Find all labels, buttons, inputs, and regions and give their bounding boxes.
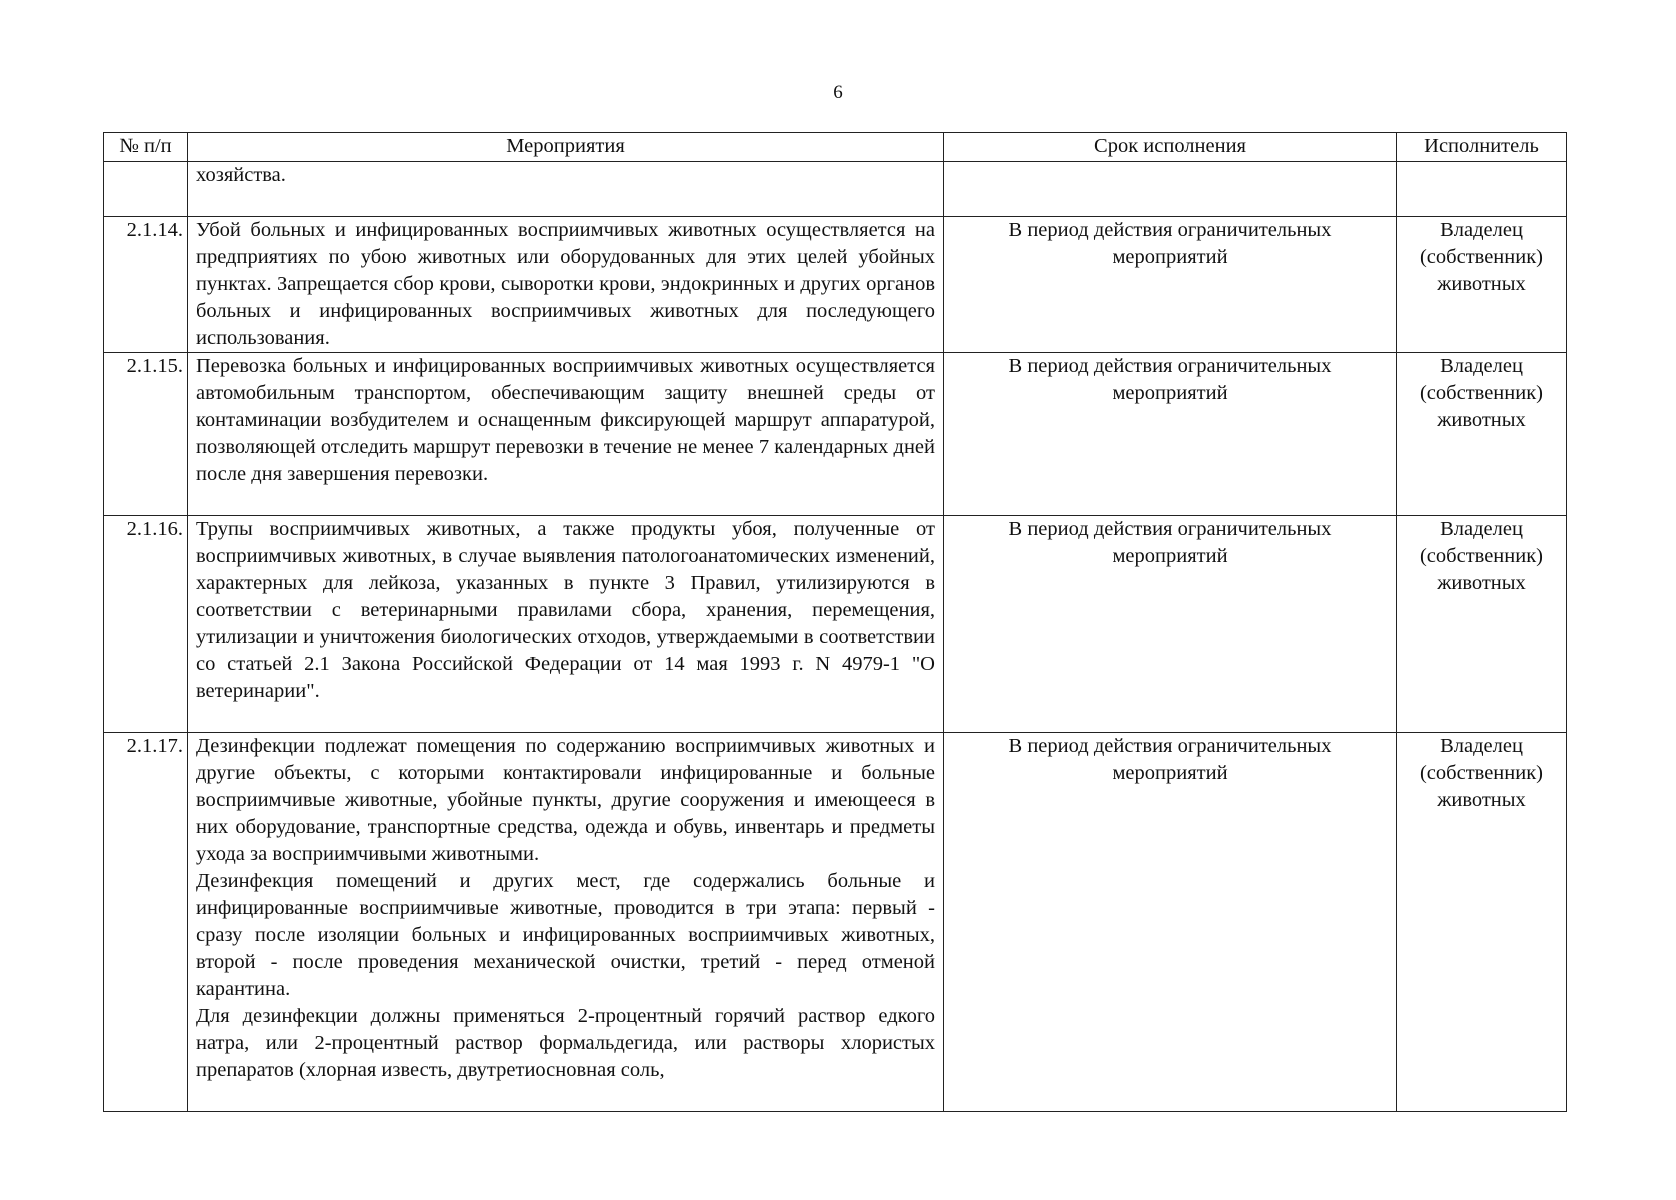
- measure-paragraph: Для дезинфекции должны применяться 2-процентный горячий раствор едкого натра, или 2-процентный раствор формальдегида, или растворы хлористых препаратов (хлорная известь, двутретиосновная соль,: [196, 1005, 935, 1081]
- cell-measure-text: хозяйства.: [188, 162, 944, 217]
- header-measures: Мероприятия: [188, 133, 944, 162]
- measure-paragraph: Дезинфекции подлежат помещения по содержанию восприимчивых животных и другие объекты, с которыми контактировали инфицированные и больные восприимчивые животные, убойные пункты, другие сооружения и имеющееся в них оборудование, транспортные средства, одежда и обувь, инвентарь и предметы ухода за восприимчивыми животными.: [196, 735, 935, 865]
- cell-number: 2.1.15.: [104, 353, 188, 516]
- cell-term: В период действия ограничительных мероприятий: [944, 733, 1397, 1112]
- table-row: [104, 516, 1567, 733]
- header-executor: Исполнитель: [1397, 133, 1567, 162]
- cell-executor: Владелец (собственник) животных: [1397, 217, 1567, 353]
- table-row: [104, 353, 1567, 516]
- cell-term: В период действия ограничительных мероприятий: [944, 217, 1397, 353]
- measure-paragraph: Убой больных и инфицированных восприимчивых животных осуществляется на предприятиях по убою животных или оборудованных для этих целей убойных пунктах. Запрещается сбор крови, сыворотки крови, эндокринных и других органов больных и инфицированных восприимчивых животных для последующего использования.: [196, 219, 935, 349]
- measure-paragraph: Трупы восприимчивых животных, а также продукты убоя, полученные от восприимчивых животных, в случае выявления патологоанатомических изменений, характерных для лейкоза, указанных в пункте 3 Правил, утилизируются в соответствии с ветеринарными правилами сбора, хранения, перемещения, утилизации и уничтожения биологических отходов, утверждаемыми в соответствии со статьей 2.1 Закона Российской Федерации от 14 мая 1993 г. N 4979-1 "О ветеринарии".: [196, 518, 935, 702]
- cell-measure-text: [188, 733, 944, 1112]
- cell-measure-text: [188, 516, 944, 733]
- cell-term: В период действия ограничительных мероприятий: [944, 353, 1397, 516]
- cell-number: 2.1.14.: [104, 217, 188, 353]
- measure-paragraph: Перевозка больных и инфицированных восприимчивых животных осуществляется автомобильным транспортом, обеспечивающим защиту внешней среды от контаминации возбудителем и оснащенным фиксирующей маршрут аппаратурой, позволяющей отследить маршрут перевозки в течение не менее 7 календарных дней после дня завершения перевозки.: [196, 355, 935, 485]
- cell-executor: Владелец (собственник) животных: [1397, 516, 1567, 733]
- page-number: 6: [833, 82, 843, 103]
- cell-number: 2.1.16.: [104, 516, 188, 733]
- table-row: [104, 217, 1567, 353]
- header-term: Срок исполнения: [944, 133, 1397, 162]
- cell-number: 2.1.17.: [104, 733, 188, 1112]
- table-row-continuation: [104, 162, 1567, 217]
- measure-paragraph: Дезинфекция помещений и других мест, где содержались больные и инфицированные восприимчивые животные, проводится в три этапа: первый - сразу после изоляции больных и инфицированных восприимчивых животных, второй - после проведения механической очистки, третий - перед отменой карантина.: [196, 870, 935, 1000]
- table-row: [104, 733, 1567, 1112]
- table-header-row: [104, 133, 1567, 162]
- cell-executor: [1397, 162, 1567, 217]
- cell-executor: Владелец (собственник) животных: [1397, 353, 1567, 516]
- cell-measure-text: [188, 353, 944, 516]
- cell-term: [944, 162, 1397, 217]
- cell-term: В период действия ограничительных мероприятий: [944, 516, 1397, 733]
- measures-table: [103, 132, 1567, 1112]
- cell-number: [104, 162, 188, 217]
- cell-measure-text: [188, 217, 944, 353]
- header-number: № п/п: [104, 133, 188, 162]
- cell-executor: Владелец (собственник) животных: [1397, 733, 1567, 1112]
